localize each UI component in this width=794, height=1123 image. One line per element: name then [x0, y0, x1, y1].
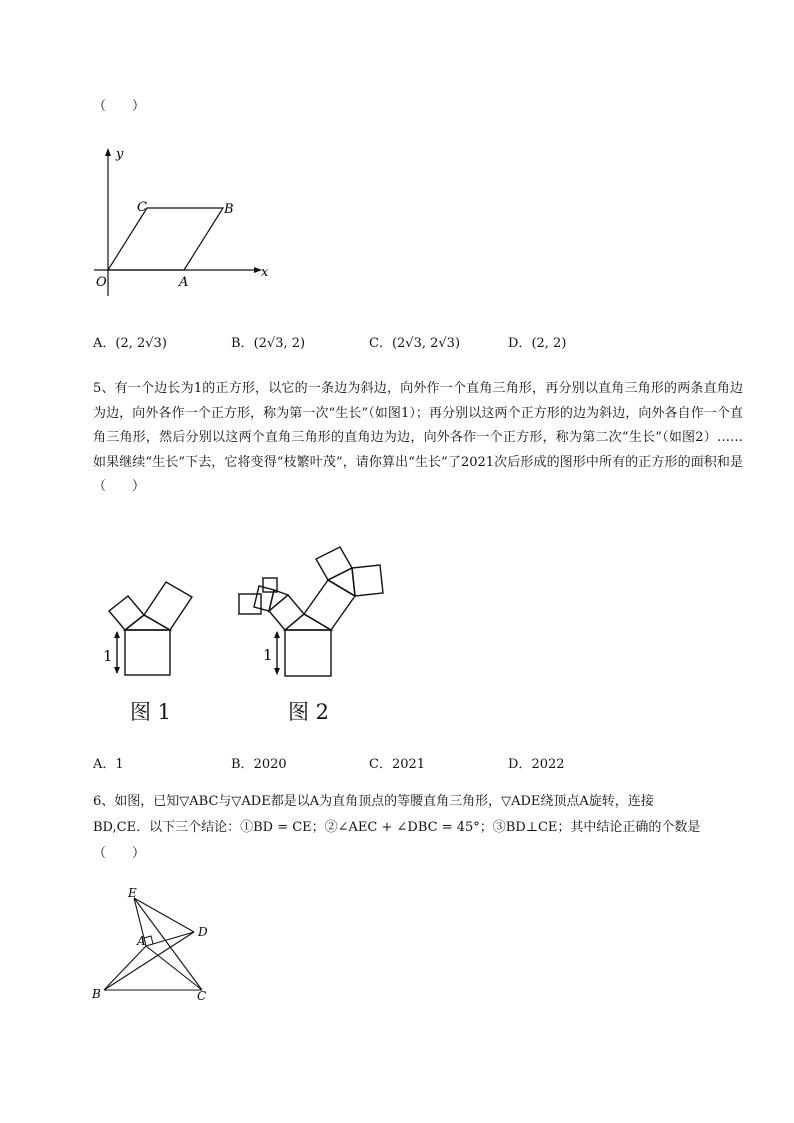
q4-option-b: B．(2√3, 2): [231, 336, 306, 351]
q6-point-b-label: B: [92, 987, 101, 1001]
q5-fig1-caption: 图 1: [130, 700, 172, 724]
q4-option-a: A．(2, 2√3): [93, 336, 167, 351]
q4-axis-x-label: x: [261, 265, 269, 280]
q6-point-d-label: D: [198, 925, 208, 939]
q5-fig2-caption: 图 2: [288, 700, 330, 724]
q4-point-b-label: B: [224, 202, 234, 217]
q4-point-c-label: C: [137, 200, 147, 215]
q4-option-c: C．(2√3, 2√3): [369, 336, 461, 351]
q5-option-d: D．2022: [508, 757, 565, 772]
q6-answer-bracket: （ ）: [93, 846, 146, 861]
q4-answer-bracket: （ ）: [93, 99, 146, 114]
q5-fig1-side-label: 1: [103, 647, 113, 665]
q4-axis-y-label: y: [116, 147, 124, 162]
q6-triangles-figure: [86, 882, 221, 1007]
q6-point-c-label: C: [197, 989, 207, 1003]
q4-point-a-label: A: [179, 275, 189, 290]
q5-option-b: B．2020: [231, 757, 287, 772]
q5-fig2-side-label: 1: [263, 646, 273, 664]
q6-point-e-label: E: [128, 886, 137, 900]
q6-question-line-1: 6、如图，已知▽ABC与▽ADE都是以A为直角顶点的等腰直角三角形，▽ADE绕顶点A旋转，连接: [93, 794, 654, 809]
q4-parallelogram-figure: [88, 140, 278, 300]
q6-question-line-2: BD,CE．以下三个结论：①BD = CE；②∠AEC + ∠DBC = 45°；③BD⊥CE；其中结论正确的个数是: [93, 820, 701, 835]
q5-question-text: 5、有一个边长为1的正方形，以它的一条边为斜边，向外作一个直角三角形，再分别以直角三角形的两条直角边为边，向外各作一个正方形，称为第一次“生长”（如图1）；再分别以这两个正方形的边为斜边，向外各自作一个直角三角形，然后分别以这两个直角三角形的直角边为边，向外各作一个正方形，称为第二次“生长”（如图2）……如果继续“生长”下去，它将变得“枝繁叶茂”，请你算出“生长”了2021次后形成的图形中所有的正方形的面积和是（ ）: [93, 381, 743, 494]
q4-point-o-label: O: [96, 275, 107, 290]
q5-option-c: C．2021: [369, 757, 426, 772]
q4-option-d: D．(2, 2): [508, 336, 567, 351]
q5-figure-1: [90, 545, 200, 680]
q6-point-a-label: A: [137, 934, 146, 948]
q5-option-a: A．1: [93, 757, 124, 772]
q5-figure-2: [232, 540, 392, 680]
